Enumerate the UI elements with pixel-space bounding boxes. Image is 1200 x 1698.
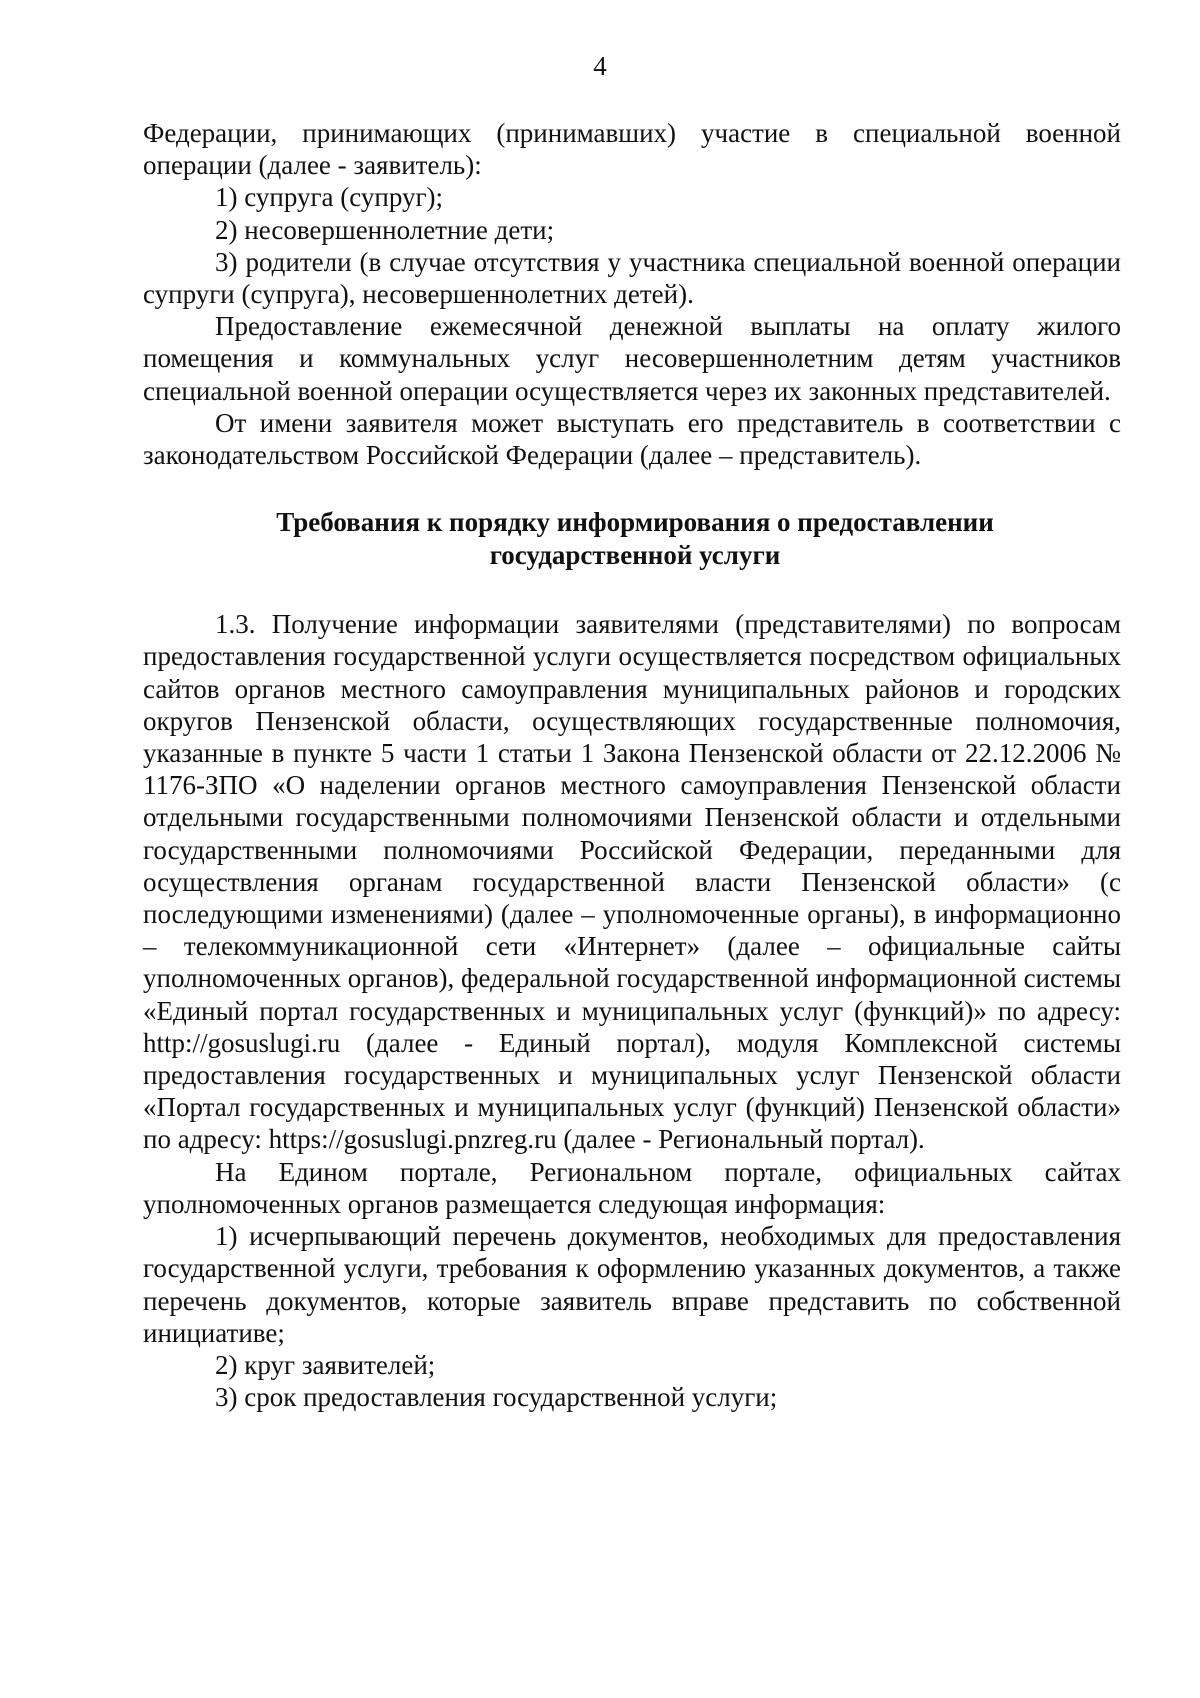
list-item-minor-children: 2) несовершеннолетние дети; <box>215 214 555 245</box>
paragraph-payment-minors: Предоставление ежемесячной денежной выплаты на оплату жилого помещения и коммунальных услуг несовершеннолетним детям участников специальной военной операции осуществляется через их законных представителей. <box>143 311 1121 406</box>
paragraph-1-3-information: 1.3. Получение информации заявителями (представителями) по вопросам предоставления государственной услуги осуществляется посредством официальных сайтов органов местного самоуправления муниципальных районов и городских округов Пензенской области, осуществляющих государственные полномочия, указанные в пункте 5 части 1 статьи 1 Закона Пензенской области от 22.12.2006 № 1176-ЗПО «О наделении органов местного самоуправления Пензенской области отдельными государственными полномочиями Пензенской области и отдельными государственными полномочиями Российской Федерации, переданными для осуществления органам государственной власти Пензенской области» (с последующими изменениями) (далее – уполномоченные органы), в информационно – телекоммуникационной сети «Интернет» (далее – официальные сайты уполномоченных органов), федеральной государственной информационной системы «Единый портал государственных и муниципальных услуг (функций)» по адресу: http://gosuslugi.ru (далее - Единый портал), модуля Комплексной системы предоставления государственных и муниципальных услуг Пензенской области «Портал государственных и муниципальных услуг (функций) Пензенской области» по адресу: https://gosuslugi.pnzreg.ru (далее - Региональный портал). <box>143 609 1121 1155</box>
section-heading-line-1: Требования к порядку информирования о предоставлении <box>276 507 994 538</box>
section-heading-line-2: государственной услуги <box>489 540 781 571</box>
section-heading <box>143 506 1121 572</box>
paragraph-portal-information: На Едином портале, Региональном портале, официальных сайтах уполномоченных органов размещается следующая информация: <box>143 1156 1121 1219</box>
list-item-service-term: 3) срок предоставления государственной услуги; <box>215 1382 778 1413</box>
document-body <box>143 117 1121 1413</box>
list-item-parents: 3) родители (в случае отсутствия у участника специальной военной операции супруги (супруга), несовершеннолетних детей). <box>143 246 1121 310</box>
list-item-documents: 1) исчерпывающий перечень документов, необходимых для предоставления государственной услуги, требования к оформлению указанных документов, а также перечень документов, которые заявитель вправе представить по собственной инициативе; <box>143 1221 1121 1348</box>
page-number: 4 <box>593 51 607 81</box>
list-item-applicants: 2) круг заявителей; <box>215 1349 436 1380</box>
paragraph-representative: От имени заявителя может выступать его представитель в соответствии с законодательством Российской Федерации (далее – представитель). <box>143 407 1121 471</box>
paragraph-applicant-definition: Федерации, принимающих (принимавших) участие в специальной военной операции (далее - заявитель): <box>143 118 1121 181</box>
list-item-spouse: 1) супруга (супруг); <box>215 182 444 213</box>
